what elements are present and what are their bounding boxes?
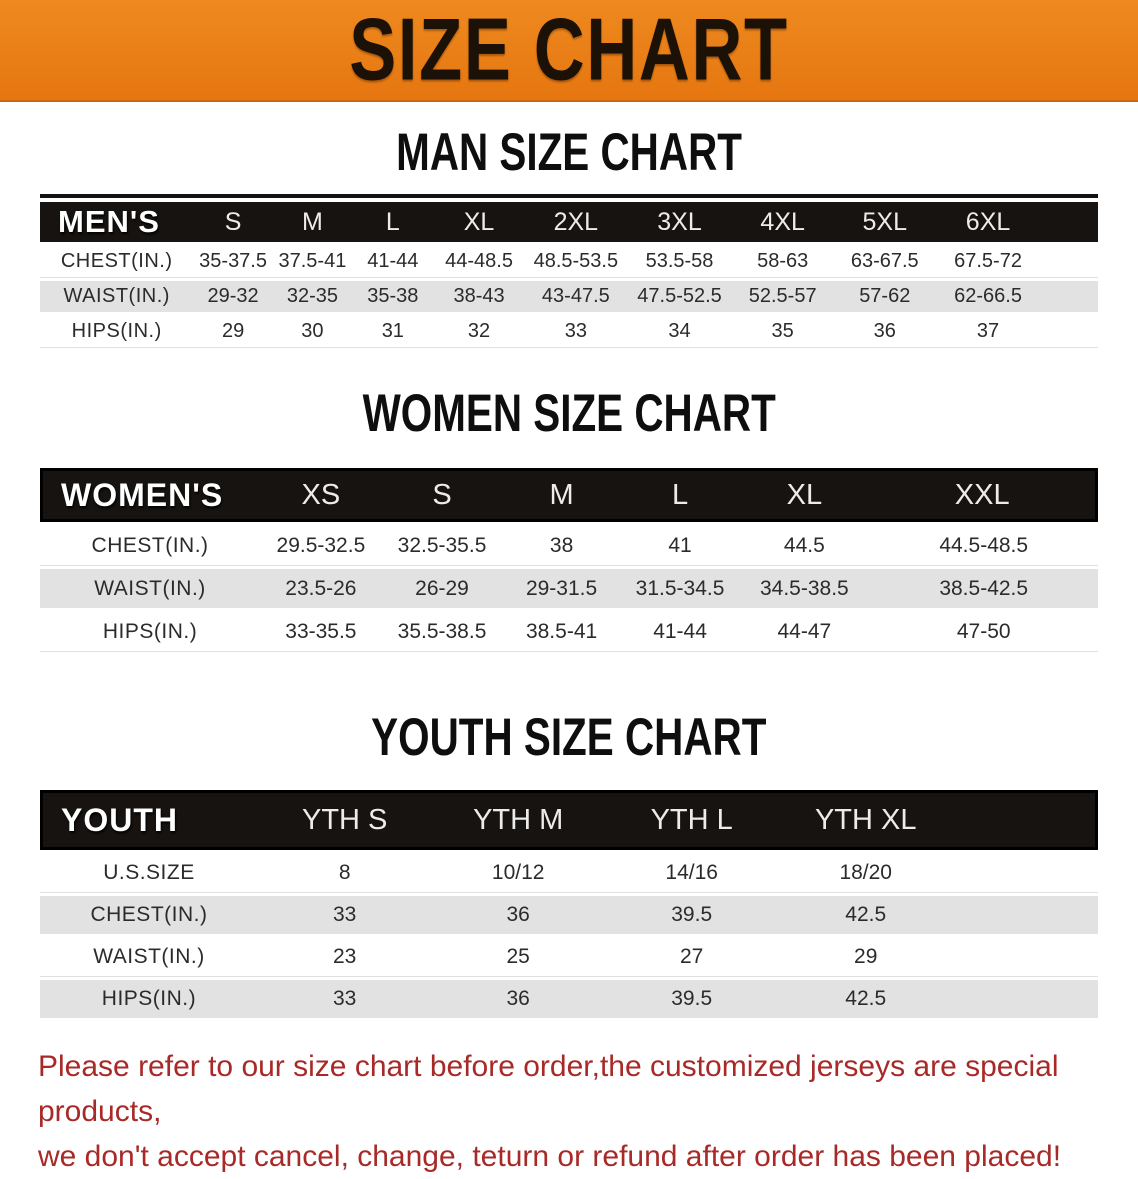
measurement-value-cell: 29 (778, 938, 953, 976)
size-column-header: S (382, 468, 503, 522)
size-table-row (40, 316, 1098, 347)
youth-section-heading (0, 706, 1138, 767)
size-table-header-row (40, 468, 1098, 522)
size-column-header: YTH S (258, 790, 432, 850)
measurement-value-cell: 25 (431, 938, 605, 976)
measurement-value-cell: 41-44 (352, 246, 433, 277)
size-table-row (40, 612, 1098, 651)
measurement-value-cell: 32.5-35.5 (382, 526, 503, 565)
size-column-header: XL (434, 202, 525, 242)
measurement-value-cell: 41 (621, 526, 739, 565)
measurement-value-cell: 42.5 (778, 896, 953, 934)
size-column-header: M (502, 468, 620, 522)
size-table-header-row (40, 202, 1098, 242)
row-spacer-cell (953, 980, 1098, 1018)
men-section-heading-text: MAN SIZE CHART (396, 121, 742, 182)
measurement-value-cell: 18/20 (778, 854, 953, 892)
youth-size-table (40, 786, 1098, 1022)
size-table-header-label: WOMEN'S (40, 468, 260, 522)
disclaimer-line-1: Please refer to our size chart before order,the customized jerseys are special products, (38, 1050, 1059, 1128)
size-column-header: 2XL (525, 202, 628, 242)
size-column-header: 5XL (833, 202, 936, 242)
size-column-header: 4XL (732, 202, 834, 242)
size-column-header: 6XL (936, 202, 1098, 242)
measurement-value-cell: 39.5 (605, 896, 779, 934)
header-spacer-cell (953, 790, 1098, 850)
size-table-header-row (40, 790, 1098, 850)
size-table-row (40, 569, 1098, 608)
measurement-value-cell: 29.5-32.5 (260, 526, 382, 565)
measurement-value-cell: 37.5-41 (273, 246, 352, 277)
size-column-header: YTH XL (778, 790, 953, 850)
row-spacer-cell (953, 938, 1098, 976)
measurement-value-cell: 32-35 (273, 281, 352, 312)
size-column-header: L (352, 202, 433, 242)
size-table-row (40, 980, 1098, 1018)
measurement-row-label: HIPS(IN.) (40, 980, 258, 1018)
measurement-value-cell: 31 (352, 316, 433, 347)
disclaimer-line-2: we don't accept cancel, change, teturn or refund after order has been placed! (38, 1140, 1062, 1173)
measurement-value-cell: 33 (525, 316, 628, 347)
measurement-value-cell: 63-67.5 (833, 246, 936, 277)
measurement-value-cell: 42.5 (778, 980, 953, 1018)
measurement-value-cell: 37 (936, 316, 1098, 347)
measurement-value-cell: 44.5 (739, 526, 869, 565)
measurement-row-label: CHEST(IN.) (40, 246, 193, 277)
measurement-value-cell: 44-47 (739, 612, 869, 651)
measurement-value-cell: 29-32 (193, 281, 272, 312)
men-size-table (40, 198, 1098, 351)
size-column-header: S (193, 202, 272, 242)
measurement-row-label: WAIST(IN.) (40, 938, 258, 976)
measurement-row-label: CHEST(IN.) (40, 896, 258, 934)
row-spacer-cell (953, 854, 1098, 892)
measurement-value-cell: 10/12 (431, 854, 605, 892)
size-table-row (40, 281, 1098, 312)
measurement-value-cell: 36 (833, 316, 936, 347)
size-table-row (40, 896, 1098, 934)
measurement-value-cell: 44.5-48.5 (869, 526, 1098, 565)
size-column-header: YTH L (605, 790, 779, 850)
measurement-value-cell: 35 (732, 316, 834, 347)
row-spacer-cell (953, 896, 1098, 934)
measurement-value-cell: 33 (258, 980, 432, 1018)
size-table (40, 786, 1098, 1022)
measurement-value-cell: 29 (193, 316, 272, 347)
women-size-table (40, 464, 1098, 655)
measurement-value-cell: 53.5-58 (627, 246, 732, 277)
measurement-value-cell: 44-48.5 (434, 246, 525, 277)
measurement-value-cell: 47-50 (869, 612, 1098, 651)
size-column-header: 3XL (627, 202, 732, 242)
measurement-value-cell: 38.5-41 (502, 612, 620, 651)
measurement-value-cell: 35-38 (352, 281, 433, 312)
size-column-header: M (273, 202, 352, 242)
measurement-value-cell: 43-47.5 (525, 281, 628, 312)
measurement-value-cell: 38-43 (434, 281, 525, 312)
size-column-header: XL (739, 468, 869, 522)
size-table-row (40, 246, 1098, 277)
size-column-header: YTH M (431, 790, 605, 850)
measurement-value-cell: 33-35.5 (260, 612, 382, 651)
size-table-row (40, 854, 1098, 892)
measurement-row-label: CHEST(IN.) (40, 526, 260, 565)
size-table-row (40, 526, 1098, 565)
measurement-value-cell: 36 (431, 896, 605, 934)
women-section-heading-text: WOMEN SIZE CHART (362, 382, 776, 443)
measurement-row-label: HIPS(IN.) (40, 612, 260, 651)
size-column-header: XS (260, 468, 382, 522)
measurement-row-label: WAIST(IN.) (40, 281, 193, 312)
measurement-value-cell: 23.5-26 (260, 569, 382, 608)
measurement-value-cell: 38.5-42.5 (869, 569, 1098, 608)
measurement-value-cell: 26-29 (382, 569, 503, 608)
section-youth (0, 706, 1138, 1022)
measurement-row-label: WAIST(IN.) (40, 569, 260, 608)
size-table-row (40, 938, 1098, 976)
size-chart-banner (0, 0, 1138, 102)
measurement-value-cell: 47.5-52.5 (627, 281, 732, 312)
measurement-value-cell: 33 (258, 896, 432, 934)
disclaimer-text (38, 1044, 1100, 1179)
banner-title: SIZE CHART (349, 0, 789, 99)
measurement-value-cell: 35-37.5 (193, 246, 272, 277)
measurement-value-cell: 23 (258, 938, 432, 976)
measurement-value-cell: 27 (605, 938, 779, 976)
measurement-value-cell: 31.5-34.5 (621, 569, 739, 608)
measurement-value-cell: 30 (273, 316, 352, 347)
measurement-value-cell: 38 (502, 526, 620, 565)
size-table (40, 198, 1098, 351)
measurement-value-cell: 34 (627, 316, 732, 347)
measurement-value-cell: 67.5-72 (936, 246, 1098, 277)
youth-section-heading-text: YOUTH SIZE CHART (371, 706, 767, 767)
size-table (40, 464, 1098, 655)
measurement-row-label: HIPS(IN.) (40, 316, 193, 347)
section-women (0, 382, 1138, 655)
measurement-value-cell: 62-66.5 (936, 281, 1098, 312)
size-table-header-label: MEN'S (40, 202, 193, 242)
measurement-value-cell: 29-31.5 (502, 569, 620, 608)
measurement-value-cell: 36 (431, 980, 605, 1018)
measurement-value-cell: 14/16 (605, 854, 779, 892)
women-section-heading (0, 382, 1138, 443)
measurement-value-cell: 8 (258, 854, 432, 892)
measurement-value-cell: 41-44 (621, 612, 739, 651)
section-men (0, 121, 1138, 351)
measurement-value-cell: 39.5 (605, 980, 779, 1018)
measurement-value-cell: 32 (434, 316, 525, 347)
size-column-header: XXL (869, 468, 1098, 522)
measurement-value-cell: 58-63 (732, 246, 834, 277)
measurement-value-cell: 48.5-53.5 (525, 246, 628, 277)
size-table-header-label: YOUTH (40, 790, 258, 850)
measurement-value-cell: 52.5-57 (732, 281, 834, 312)
size-column-header: L (621, 468, 739, 522)
measurement-value-cell: 57-62 (833, 281, 936, 312)
measurement-row-label: U.S.SIZE (40, 854, 258, 892)
men-section-heading (0, 121, 1138, 182)
measurement-value-cell: 35.5-38.5 (382, 612, 503, 651)
measurement-value-cell: 34.5-38.5 (739, 569, 869, 608)
